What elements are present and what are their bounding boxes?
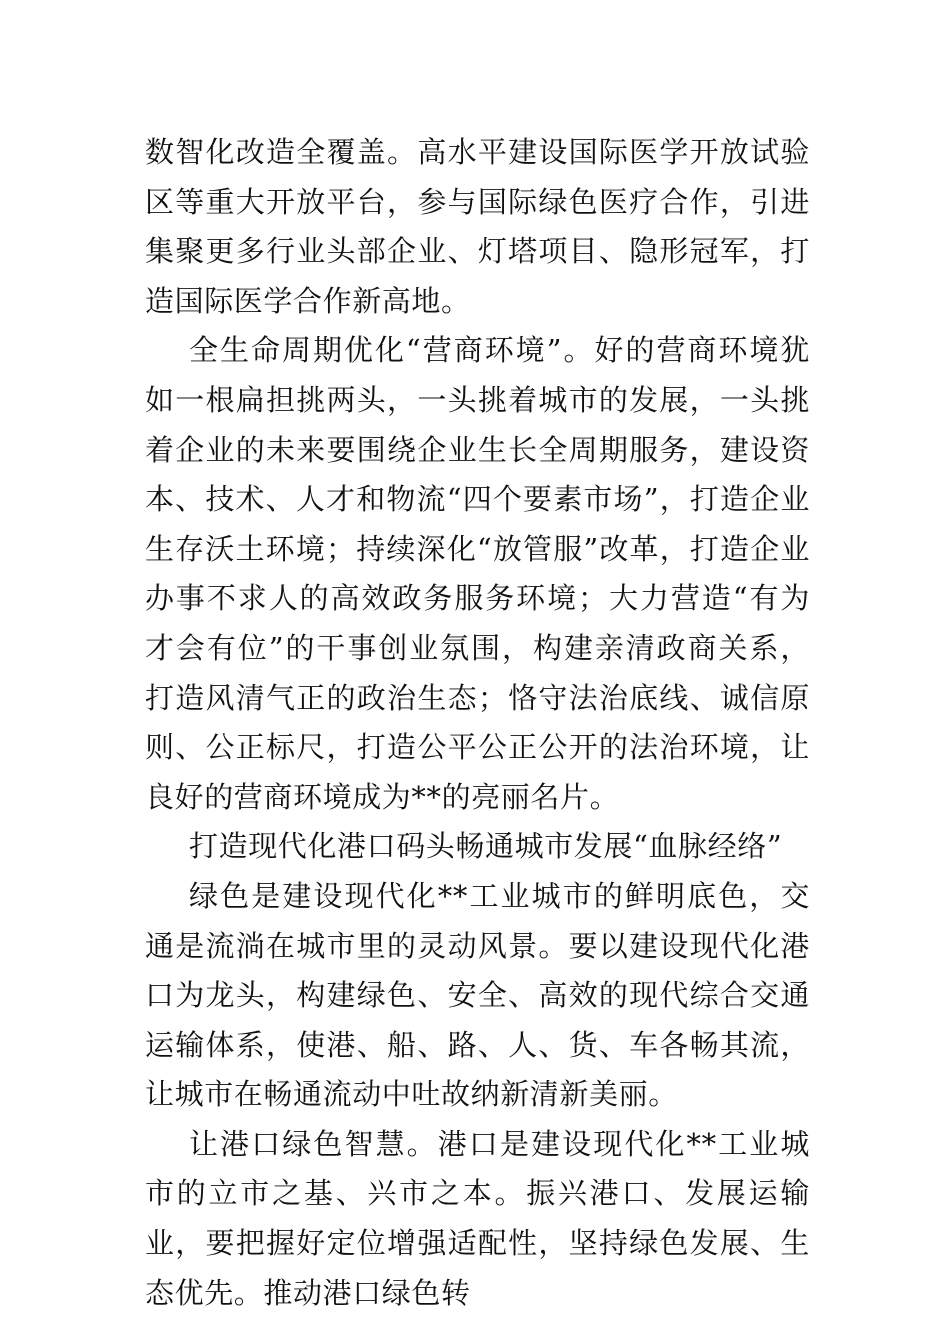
section-heading-port: 打造现代化港口码头畅通城市发展“血脉经络” xyxy=(189,829,783,864)
document-body xyxy=(145,128,810,1318)
paragraph-smart-port: 让港口绿色智慧。港口是建设现代化**工业城市的立市之基、兴市之本。振兴港口、发展运输业，要把握好定位增强适配性，坚持绿色发展、生态优先。推动港口绿色转 xyxy=(145,1126,810,1310)
paragraph-business-environment: 全生命周期优化“营商环境”。好的营商环境犹如一根扁担挑两头，一头挑着城市的发展，一头挑着企业的未来要围绕企业生长全周期服务，建设资本、技术、人才和物流“四个要素市场”，打造企业生存沃土环境；持续深化“放管服”改革，打造企业办事不求人的高效政务服务环境；大力营造“有为才会有位”的干事创业氛围，构建亲清政商关系，打造风清气正的政治生态；恪守法治底线、诚信原则、公正标尺，打造公平公正公开的法治环境，让良好的营商环境成为**的亮丽名片。 xyxy=(145,333,810,814)
paragraph-green-transport: 绿色是建设现代化**工业城市的鲜明底色，交通是流淌在城市里的灵动风景。要以建设现代化港口为龙头，构建绿色、安全、高效的现代综合交通运输体系，使港、船、路、人、货、车各畅其流，让城市在畅通流动中吐故纳新清新美丽。 xyxy=(145,878,810,1112)
paragraph-continuation: 数智化改造全覆盖。高水平建设国际医学开放试验区等重大开放平台，参与国际绿色医疗合作，引进集聚更多行业头部企业、灯塔项目、隐形冠军，打造国际医学合作新高地。 xyxy=(145,135,810,318)
